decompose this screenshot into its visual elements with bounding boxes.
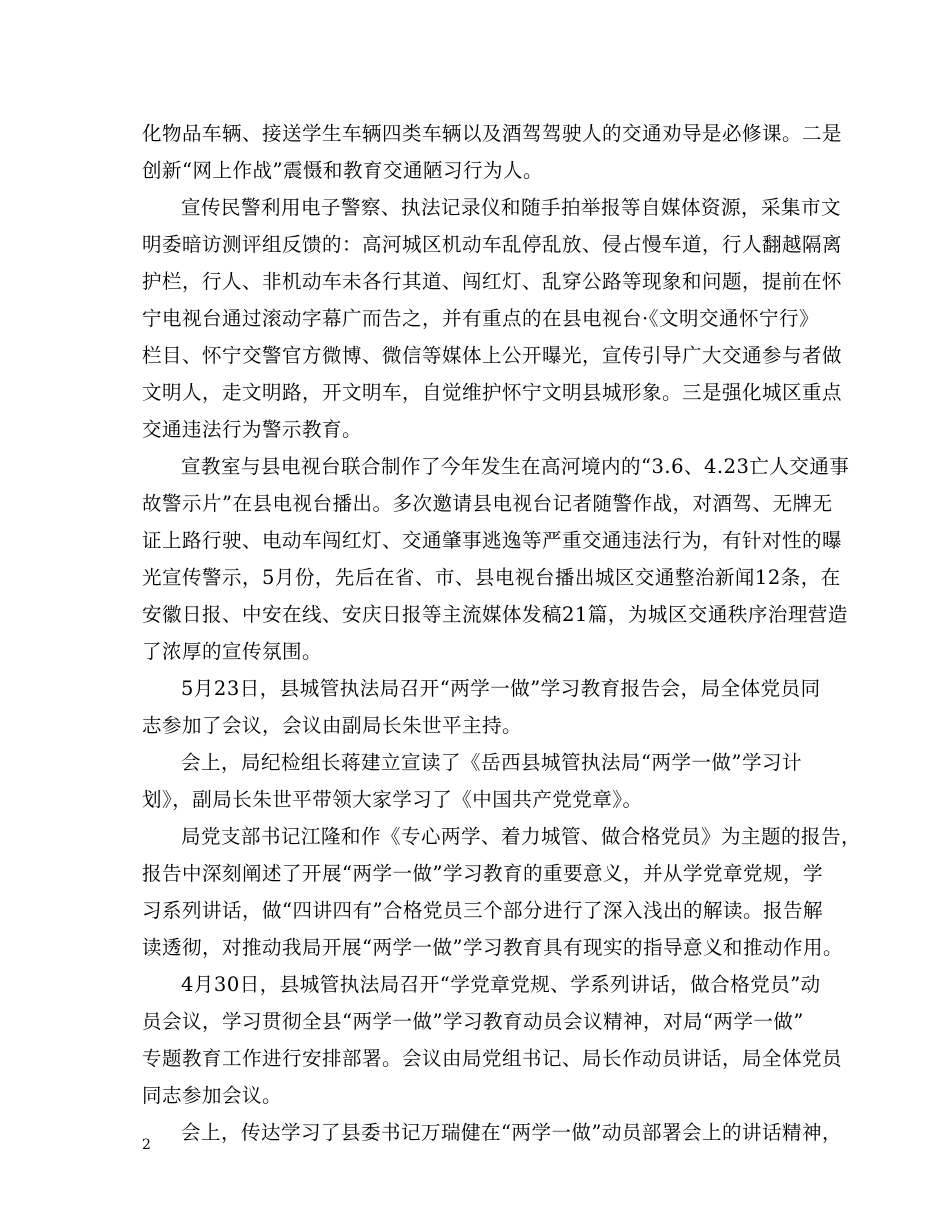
text-line: 栏目、怀宁交警官方微博、微信等媒体上公开曝光，宣传引导广大交通参与者做 [142,344,843,367]
text-line: 安徽日报、中安在线、安庆日报等主流媒体发稿21篇，为城区交通秩序治理营造 [142,603,848,626]
text-line: 了浓厚的宣传氛围。 [142,640,323,663]
text-line: 交通违法行为警示教育。 [142,418,363,441]
text-line: 宣传民警利用电子警察、执法记录仪和随手拍举报等自媒体资源，采集市文 [181,196,842,219]
text-line: 光宣传警示，5月份，先后在省、市、县电视台播出城区交通整治新闻12条，在 [142,566,841,589]
text-line: 明委暗访测评组反馈的：高河城区机动车乱停乱放、侵占慢车道，行人翻越隔离 [142,233,843,256]
text-line: 创新“网上作战”震慑和教育交通陋习行为人。 [142,159,543,182]
text-line: 局党支部书记江隆和作《专心两学、着力城管、做合格党员》为主题的报告， [181,825,862,848]
text-line: 志参加了会议，会议由副局长朱世平主持。 [142,714,523,737]
text-line: 宁电视台通过滚动字幕广而告之，并有重点的在县电视台·《文明交通怀宁行》 [142,307,819,330]
text-line: 文明人，走文明路，开文明车，自觉维护怀宁文明县城形象。三是强化城区重点 [142,381,843,404]
text-line: 专题教育工作进行安排部署。会议由局党组书记、局长作动员讲话，局全体党员 [142,1047,843,1070]
text-line: 会上，局纪检组长蒋建立宣读了《岳西县城管执法局“两学一做”学习计 [181,751,802,774]
text-line: 故警示片”在县电视台播出。多次邀请县电视台记者随警作战，对酒驾、无牌无 [142,492,833,515]
text-line: 习系列讲话，做“四讲四有”合格党员三个部分进行了深入浅出的解读。报告解 [142,899,823,922]
page-number: 2 [142,1137,151,1153]
text-line: 员会议，学习贯彻全县“两学一做”学习教育动员会议精神，对局“两学一做” [142,1010,804,1033]
text-line: 证上路行驶、电动车闯红灯、交通肇事逃逸等严重交通违法行为，有针对性的曝 [142,529,843,552]
text-line: 会上，传达学习了县委书记万瑞健在“两学一做”动员部署会上的讲话精神， [181,1121,842,1144]
text-line: 护栏，行人、非机动车未各行其道、闯红灯、乱穿公路等现象和问题，提前在怀 [142,270,843,293]
text-line: 5月23日，县城管执法局召开“两学一做”学习教育报告会，局全体党员同 [181,677,821,700]
text-line: 划》，副局长朱世平带领大家学习了《中国共产党党章》。 [142,788,643,811]
text-line: 读透彻，对推动我局开展“两学一做”学习教育具有现实的指导意义和推动作用。 [142,936,843,959]
text-line: 4月30日，县城管执法局召开“学党章党规、学系列讲话，做合格党员”动 [181,973,821,996]
text-line: 同志参加会议。 [142,1084,283,1107]
text-line: 报告中深刻阐述了开展“两学一做”学习教育的重要意义，并从学党章党规，学 [142,862,823,885]
text-line: 化物品车辆、接送学生车辆四类车辆以及酒驾驾驶人的交通劝导是必修课。二是 [142,122,843,145]
text-line: 宣教室与县电视台联合制作了今年发生在高河境内的“3.6、4.23亡人交通事 [181,455,850,478]
